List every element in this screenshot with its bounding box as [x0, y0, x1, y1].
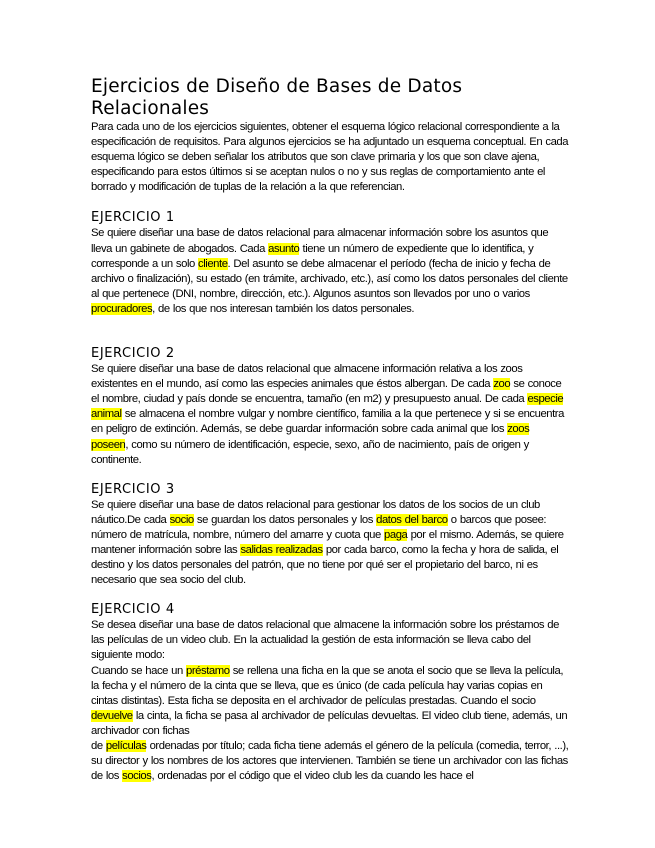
- highlight-peliculas: películas: [105, 740, 147, 752]
- highlight-salidas-realizadas: salidas realizadas: [240, 543, 323, 556]
- highlight-cliente: cliente: [198, 257, 228, 270]
- exercise-2-text: Se quiere diseñar una base de datos relacional que almacene información relativa a los zoos existentes en el mundo, así como las especies animales que éstos albergan. De cada zoo se conoce el nombre, ciudad y país donde se encuentra, tamaño (en m2) y presupuesto anual. De cada especie animal se almacena el nombre vulgar y nombre científico, familia a la que pertenece y si se encuentra en peligro de extinción. Además, se debe guardar información sobre cada animal que los zoos poseen, como su número de identificación, especie, sexo, año de nacimiento, país de origen y continente.: [91, 363, 564, 466]
- highlight-devuelve: devuelve: [91, 709, 133, 722]
- highlight-zoo: zoo: [493, 378, 511, 391]
- exercise-4-heading: EJERCICIO 4: [91, 602, 175, 618]
- document-body: [91, 76, 569, 784]
- highlight-especie-animal: especie animal: [91, 393, 564, 421]
- exercise-1-text: Se quiere diseñar una base de datos relacional para almacenar información sobre los asuntos que lleva un gabinete de abogados. Cada asunto tiene un número de expediente que lo identifica, y corresponde a un solo cliente. Del asunto se debe almacenar el período (fecha de inicio y fecha de archivo o finalización), su estado (en trámite, archivado, etc.), así como los datos personales del cliente al que pertenece (DNI, nombre, dirección, etc.). Algunos asuntos son llevados por uno o varios procuradores, de los que nos interesan también los datos personales.: [91, 227, 568, 315]
- exercise-4-text-cont: de películas ordenadas por título; cada ficha tiene además el género de la película (comedia, terror, ...), su director y los nombres de los actores que intervienen. También se tiene un archivador con las fichas de los socios, ordenadas por el código que el video club les da cuando les hace el: [91, 740, 569, 783]
- highlight-procuradores: procuradores: [91, 302, 153, 315]
- highlight-socio: socio: [169, 513, 194, 526]
- highlight-zoos-poseen: zoos poseen: [91, 423, 530, 451]
- exercise-4-text: Cuando se hace un préstamo se rellena una ficha en la que se anota el socio que se lleva la película, la fecha y el número de la cinta que se lleva, que es único (de cada película hay varias copias en cintas distintas). Esta ficha se deposita en el archivador de películas prestadas. Cuando el socio devuelve la cinta, la ficha se pasa al archivador de películas devueltas. El video club tiene, además, un archivador con fichas: [91, 664, 568, 737]
- exercise-1-heading: EJERCICIO 1: [91, 210, 175, 226]
- document-title: Ejercicios de Diseño de Bases de Datos Relacionales: [91, 76, 463, 119]
- highlight-prestamo: préstamo: [186, 664, 230, 677]
- exercise-2-heading: EJERCICIO 2: [91, 346, 175, 362]
- exercise-3-heading: EJERCICIO 3: [91, 481, 175, 497]
- highlight-datos-del-barco: datos del barco: [376, 513, 448, 526]
- exercise-4-intro: Se desea diseñar una base de datos relacional que almacene la información sobre los préstamos de las películas de un video club. En la actualidad la gestión de esta información se lleva cabo del siguiente modo:: [91, 619, 559, 662]
- highlight-paga: paga: [384, 528, 408, 541]
- exercise-3-text: Se quiere diseñar una base de datos relacional para gestionar los datos de los socios de un club náutico.De cada socio se guardan los datos personales y los datos del barco o barcos que posee: número de matrícula, nombre, número del amarre y cuota que paga por el mismo. Además, se quiere mantener información sobre las salidas realizadas por cada barco, como la fecha y hora de salida, el destino y los datos personales del patrón, que no tiene por qué ser el propietario del barco, ni es necesario que sea socio del club.: [91, 498, 564, 587]
- highlight-asunto: asunto: [268, 242, 300, 255]
- intro-paragraph: Para cada uno de los ejercicios siguientes, obtener el esquema lógico relacional correspondiente a la especificación de requisitos. Para algunos ejercicios se ha adjuntado un esquema conceptual. En cada esquema lógico se deben señalar los atributos que son clave primaria y los que son clave ajena, especificando para estos últimos si se aceptan nulos o no y sus reglas de comportamiento ante el borrado y modificación de tuplas de la relación a la que referencian.: [91, 121, 569, 194]
- highlight-socios: socios: [122, 770, 152, 783]
